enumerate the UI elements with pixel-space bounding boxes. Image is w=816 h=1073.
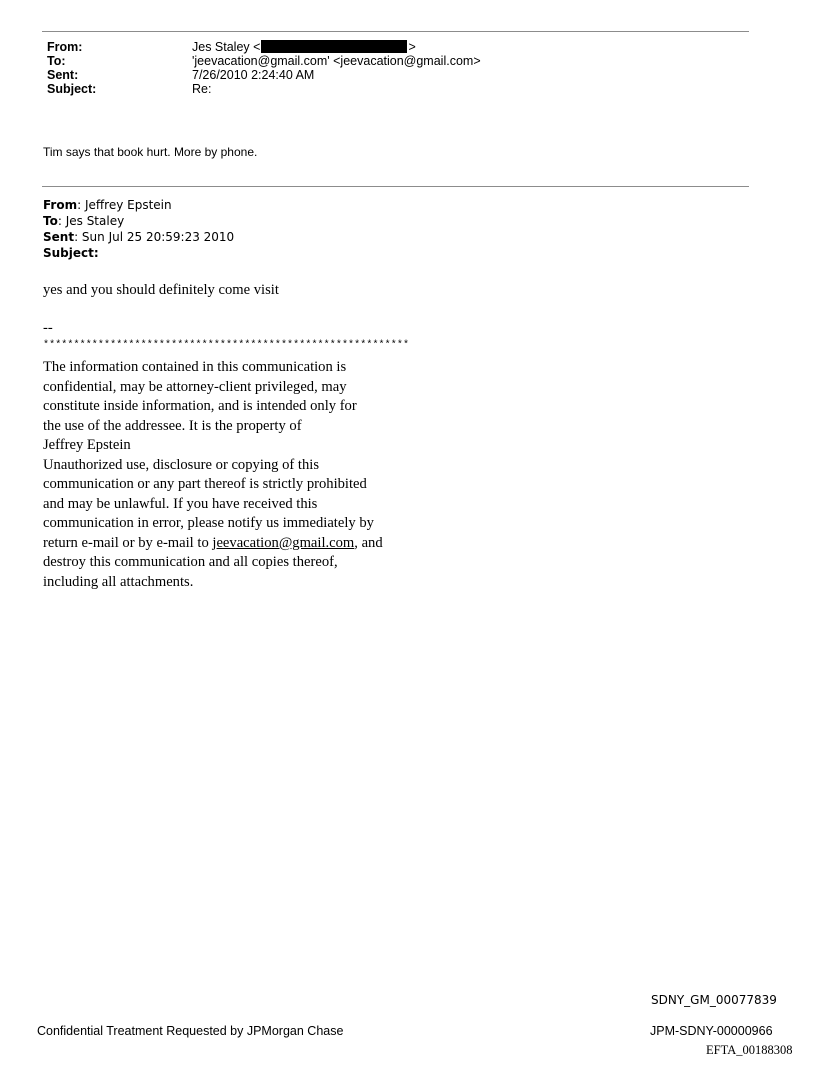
disclaimer-line: The information contained in this communication is — [43, 359, 347, 375]
to-label: To: — [47, 54, 66, 68]
disclaimer-line: confidential, may be attorney-client privileged, may — [43, 378, 347, 395]
middle-divider — [42, 186, 749, 187]
subject-label: Subject: — [47, 82, 97, 96]
confidential-footer: Confidential Treatment Requested by JPMorgan Chase — [37, 1024, 344, 1038]
sent-line: Sent: Sun Jul 25 20:59:23 2010 — [43, 230, 235, 244]
top-divider — [42, 31, 749, 32]
disclaimer-line: communication in error, please notify us immediately by — [43, 515, 374, 531]
disclaimer — [43, 358, 423, 592]
disclaimer-line: communication or any part thereof is strictly prohibited — [43, 476, 367, 492]
bates-stamp-jpm: JPM-SDNY-00000966 — [650, 1024, 773, 1038]
subject-value: Re: — [192, 82, 212, 96]
from-label: From: — [47, 40, 83, 54]
to-value: 'jeevacation@gmail.com' <jeevacation@gmail.com> — [192, 54, 481, 68]
disclaimer-line: Jeffrey Epstein — [43, 437, 131, 453]
from-value: Jes Staley < > — [192, 40, 416, 54]
email-header-2 — [43, 197, 234, 261]
subject-line: Subject: — [43, 246, 99, 260]
disclaimer-line: Unauthorized use, disclosure or copying of this — [43, 456, 320, 473]
sent-value: 7/26/2010 2:24:40 AM — [192, 68, 315, 82]
disclaimer-line: the use of the addressee. It is the property of — [43, 417, 302, 434]
redaction-bar — [261, 40, 407, 53]
signature-dashes: -- — [43, 320, 53, 336]
disclaimer-line: including all attachments. — [43, 573, 194, 590]
to-line: To: Jes Staley — [43, 214, 125, 228]
from-line: From: Jeffrey Epstein — [43, 198, 172, 212]
separator-stars: ************************************************************ — [43, 340, 410, 351]
bates-stamp-efta: EFTA_00188308 — [706, 1043, 793, 1057]
email-link[interactable]: jeevacation@gmail.com — [212, 534, 355, 551]
sent-label: Sent: — [47, 68, 79, 82]
disclaimer-line: and may be unlawful. If you have received this — [43, 495, 318, 512]
disclaimer-line: constitute inside information, and is intended only for — [43, 398, 357, 414]
disclaimer-line: destroy this communication and all copies thereof, — [43, 554, 338, 570]
email-body-2: yes and you should definitely come visit — [43, 282, 279, 298]
bates-stamp-gm: SDNY_GM_00077839 — [651, 993, 777, 1007]
email-body-1: Tim says that book hurt. More by phone. — [43, 145, 258, 159]
disclaimer-line: return e-mail or by e-mail to jeevacation@gmail.com, and — [43, 534, 383, 551]
